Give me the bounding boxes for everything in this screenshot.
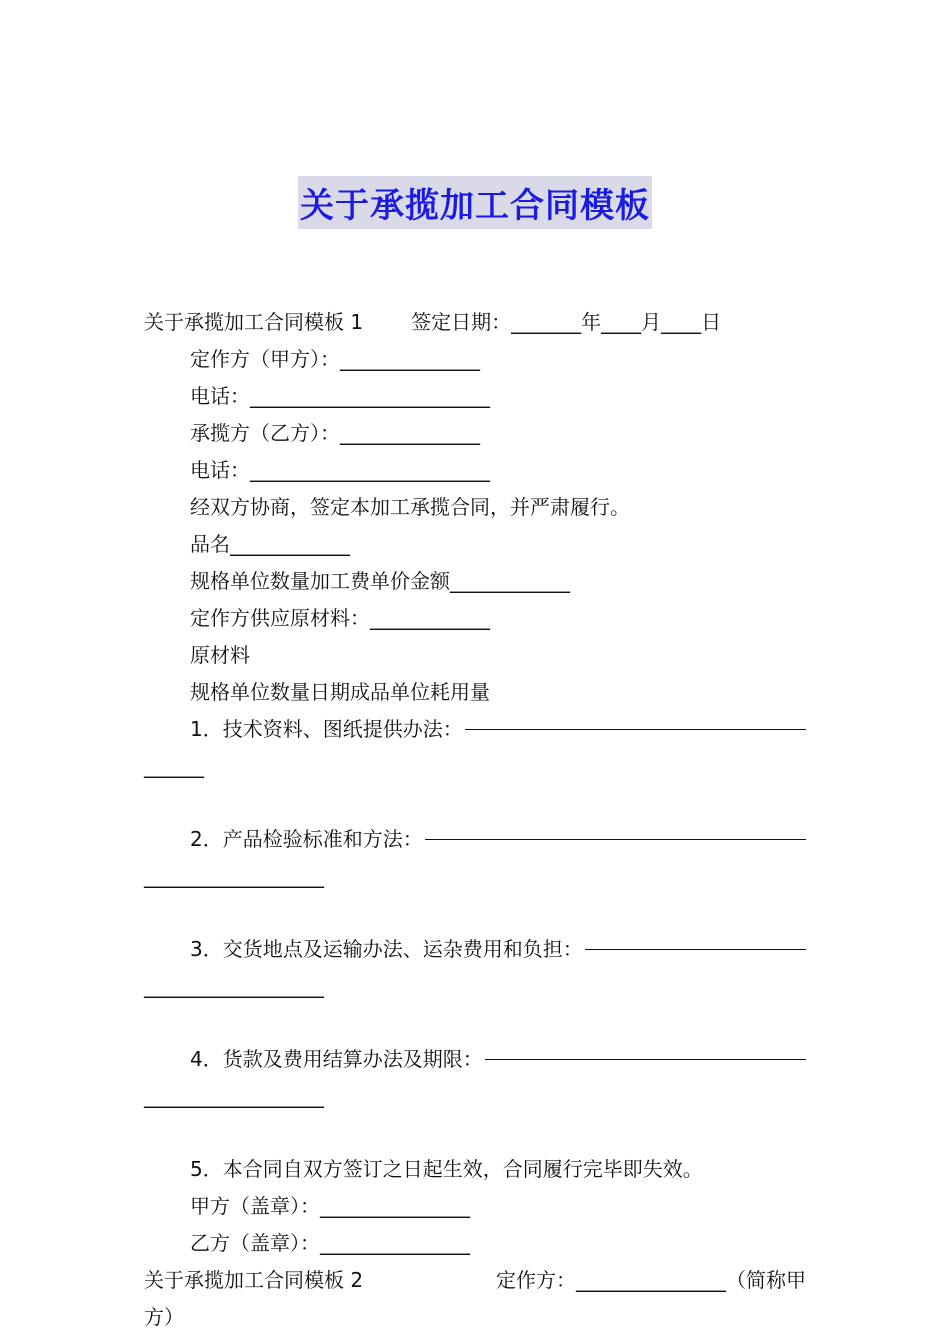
clause-1-text: 1．技术资料、图纸提供办法： xyxy=(190,717,463,741)
field-party-a: 定作方（甲方）：______________ xyxy=(190,347,480,371)
clause-3-blank: __________________ xyxy=(144,974,324,998)
template-1-label: 关于承揽加工合同模板 1 xyxy=(144,310,364,334)
document-title-wrap xyxy=(0,176,950,229)
template-2-header xyxy=(144,1262,806,1299)
clause-1 xyxy=(144,711,806,748)
field-materials-supply: 定作方供应原材料：____________ xyxy=(190,606,490,630)
clause-3-continuation xyxy=(144,968,806,1005)
clause-4-continuation xyxy=(144,1078,806,1115)
clause-3 xyxy=(144,931,806,968)
clause-2-continuation xyxy=(144,858,806,895)
template-1-header xyxy=(144,304,806,341)
sign-party-a: 甲方（盖章）：_______________ xyxy=(190,1194,470,1218)
template-2-label: 关于承揽加工合同模板 2 xyxy=(144,1268,364,1292)
field-spec-fee: 规格单位数量加工费单价金额____________ xyxy=(190,569,570,593)
document-title: 关于承揽加工合同模板 xyxy=(298,176,652,229)
clause-4-text: 4．货款及费用结算办法及期限： xyxy=(190,1047,483,1071)
clause-4 xyxy=(144,1041,806,1078)
clause-2-blank: __________________ xyxy=(144,864,324,888)
sign-party-b: 乙方（盖章）：_______________ xyxy=(190,1231,470,1255)
template-2-tail: 方） xyxy=(144,1305,184,1329)
field-product-name: 品名____________ xyxy=(190,532,350,556)
clause-1-blank: ______ xyxy=(144,754,204,778)
field-raw-materials: 原材料 xyxy=(190,643,250,667)
clause-4-blank: __________________ xyxy=(144,1084,324,1108)
document-body xyxy=(144,304,806,1336)
clause-5: 5．本合同自双方签订之日起生效，合同履行完毕即失效。 xyxy=(190,1157,703,1181)
clause-2 xyxy=(144,821,806,858)
field-phone-b: 电话：________________________ xyxy=(190,458,490,482)
field-party-b: 承揽方（乙方）：______________ xyxy=(190,421,480,445)
sign-date: 签定日期：_______年____月____日 xyxy=(411,310,722,334)
template-2-party: 定作方：_______________（简称甲 xyxy=(496,1268,806,1292)
clause-3-text: 3．交货地点及运输办法、运杂费用和负担： xyxy=(190,937,583,961)
clause-1-continuation xyxy=(144,748,806,785)
field-phone-a: 电话：________________________ xyxy=(190,384,490,408)
agreement-text: 经双方协商，签定本加工承揽合同，并严肃履行。 xyxy=(190,495,630,519)
field-spec-consumption: 规格单位数量日期成品单位耗用量 xyxy=(190,680,490,704)
clause-2-text: 2．产品检验标准和方法： xyxy=(190,827,423,851)
